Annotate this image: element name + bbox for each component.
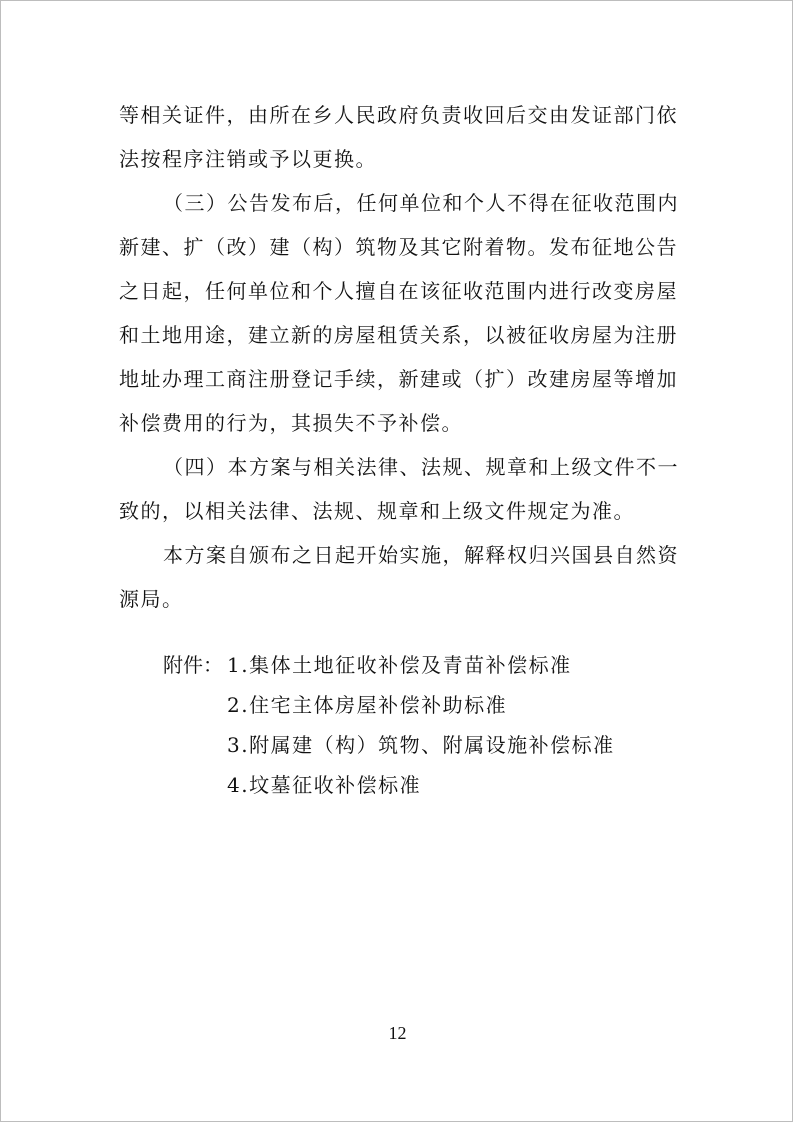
- paragraph-four-first-line: （四）本方案与相关法律、法规、规章和上级文件不一: [163, 455, 679, 479]
- page-number: 12: [388, 1023, 407, 1043]
- text-line: 法按程序注销或予以更换。: [119, 147, 377, 171]
- text-line: 之日起，任何单位和个人擅自在该征收范围内进行改变房屋: [119, 279, 678, 303]
- text-line: 地址办理工商注册登记手续，新建或（扩）改建房屋等增加: [119, 367, 678, 391]
- text-line: 补偿费用的行为，其损失不予补偿。: [119, 411, 463, 435]
- annex-item: 2.住宅主体房屋补偿补助标准: [227, 693, 508, 717]
- text-line: 新建、扩（改）建（构）筑物及其它附着物。发布征地公告: [119, 235, 678, 259]
- paragraph-three-first-line: （三）公告发布后，任何单位和个人不得在征收范围内: [163, 191, 679, 215]
- text-line: 致的，以相关法律、法规、规章和上级文件规定为准。: [119, 499, 635, 523]
- annex-item: 4.坟墓征收补偿标准: [227, 773, 422, 797]
- annex-item: 1.集体土地征收补偿及青苗补偿标准: [227, 653, 572, 677]
- annex-item: 3.附属建（构）筑物、附属设施补偿标准: [227, 733, 615, 757]
- text-line: 和土地用途，建立新的房屋租赁关系，以被征收房屋为注册: [119, 323, 678, 347]
- closing-paragraph-first-line: 本方案自颁布之日起开始实施，解释权归兴国县自然资: [163, 543, 679, 567]
- text-line: 源局。: [119, 587, 184, 611]
- text-line: 等相关证件，由所在乡人民政府负责收回后交由发证部门依: [119, 103, 678, 127]
- annex-label: 附件：: [163, 653, 223, 677]
